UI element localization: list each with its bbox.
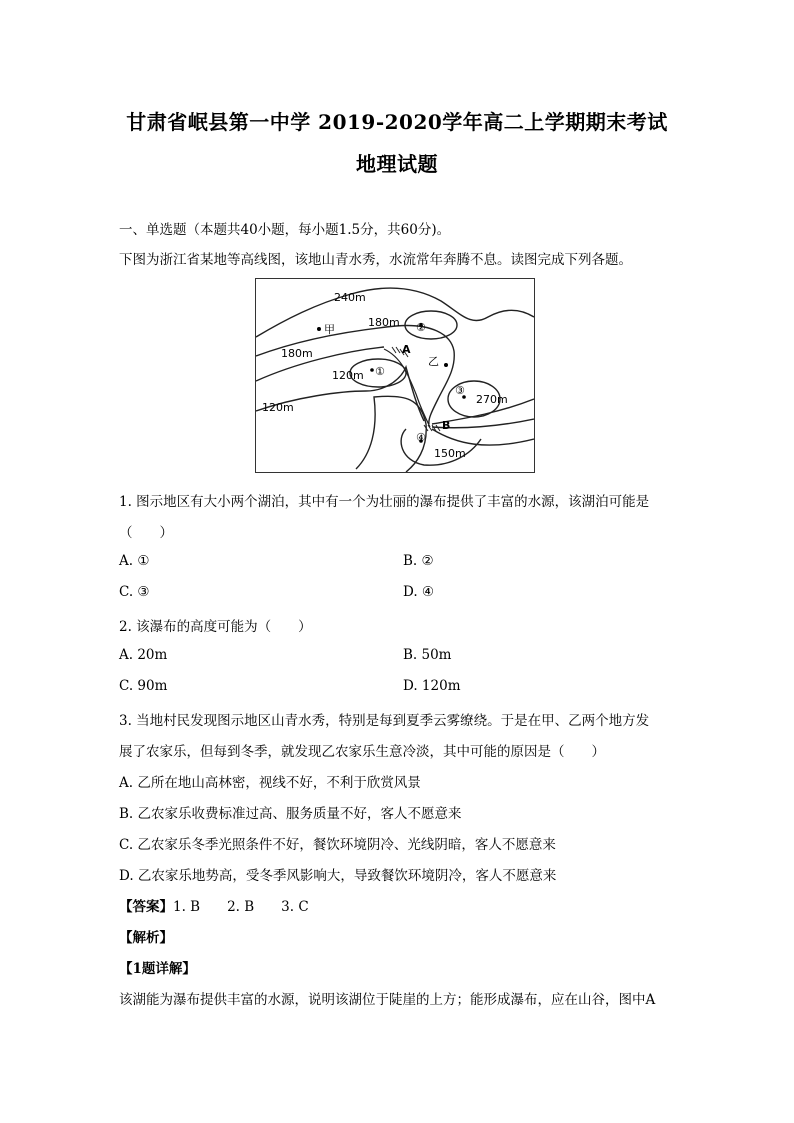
contour-map-svg xyxy=(256,279,534,472)
q2-stem: 2. 该瀑布的高度可能为（ ） xyxy=(119,619,312,635)
q2-option-a: A. 20m xyxy=(119,647,168,663)
label-lake-3: ③ xyxy=(455,384,465,397)
q3-option-a: A. 乙所在地山高林密，视线不好，不利于欣赏风景 xyxy=(119,775,421,791)
q1-option-d: D. ④ xyxy=(403,584,435,600)
analysis-text: 该湖能为瀑布提供丰富的水源，说明该湖位于陡崖的上方；能形成瀑布，应在山谷，图中A xyxy=(119,992,656,1008)
label-120m: 120m xyxy=(262,401,294,414)
answer-text: 1. B 2. B 3. C xyxy=(173,899,309,915)
paper-title-line2: 地理试题 xyxy=(356,152,438,176)
contour-240 xyxy=(256,288,534,337)
analysis-sub-label: 【1题详解】 xyxy=(119,961,196,977)
label-jia: 甲 xyxy=(324,323,335,336)
label-270m: 270m xyxy=(476,393,508,406)
label-B: B xyxy=(442,419,451,432)
q1-option-b: B. ② xyxy=(403,553,434,569)
label-120m-hill: 120m xyxy=(332,369,364,382)
q3-stem-line1: 3. 当地村民发现图示地区山青水秀，特别是每到夏季云雾缭绕。于是在甲、乙两个地方发 xyxy=(119,713,650,729)
q1-option-a: A. ① xyxy=(119,553,150,569)
label-240m: 240m xyxy=(334,291,366,304)
label-150m: 150m xyxy=(434,447,466,460)
label-180m: 180m xyxy=(281,347,313,360)
answer-row xyxy=(119,895,309,915)
q1-stem-line1: 1. 图示地区有大小两个湖泊，其中有一个为壮丽的瀑布提供了丰富的水源，该湖泊可能是 xyxy=(119,494,650,510)
paper-title-line1: 甘肃省岷县第一中学 2019-2020学年高二上学期期末考试 xyxy=(126,110,668,134)
q3-option-c: C. 乙农家乐冬季光照条件不好，餐饮环境阴冷、光线阴暗，客人不愿意来 xyxy=(119,837,556,853)
q2-option-d: D. 120m xyxy=(403,678,461,694)
label-lake-4: ④ xyxy=(416,431,426,444)
contour-map xyxy=(255,278,535,473)
answer-label: 【答案】 xyxy=(119,899,173,915)
q3-option-d: D. 乙农家乐地势高，受冬季风影响大，导致餐饮环境阴冷，客人不愿意来 xyxy=(119,868,557,884)
q1-stem-line2: （ ） xyxy=(119,525,173,541)
lake-1-dot xyxy=(370,368,374,372)
q3-option-b: B. 乙农家乐收费标准过高、服务质量不好，客人不愿意来 xyxy=(119,806,462,822)
q2-option-c: C. 90m xyxy=(119,678,168,694)
label-180m-hill: 180m xyxy=(368,316,400,329)
label-lake-2: ② xyxy=(416,321,426,334)
point-jia-dot xyxy=(317,327,321,331)
section-intro: 下图为浙江省某地等高线图，该地山青水秀，水流常年奔腾不息。读图完成下列各题。 xyxy=(119,252,632,268)
contour-180-left xyxy=(256,347,384,381)
point-yi-dot xyxy=(444,363,448,367)
label-yi: 乙 xyxy=(428,355,439,368)
label-A: A xyxy=(402,343,411,356)
analysis-label: 【解析】 xyxy=(119,930,173,946)
section-heading: 一、单选题（本题共40小题，每小题1.5分，共60分)。 xyxy=(119,222,451,238)
q1-option-c: C. ③ xyxy=(119,584,150,600)
q2-option-b: B. 50m xyxy=(403,647,452,663)
q3-stem-line2: 展了农家乐，但每到冬季，就发现乙农家乐生意冷淡，其中可能的原因是（ ） xyxy=(119,744,605,760)
label-lake-1: ① xyxy=(375,365,385,378)
